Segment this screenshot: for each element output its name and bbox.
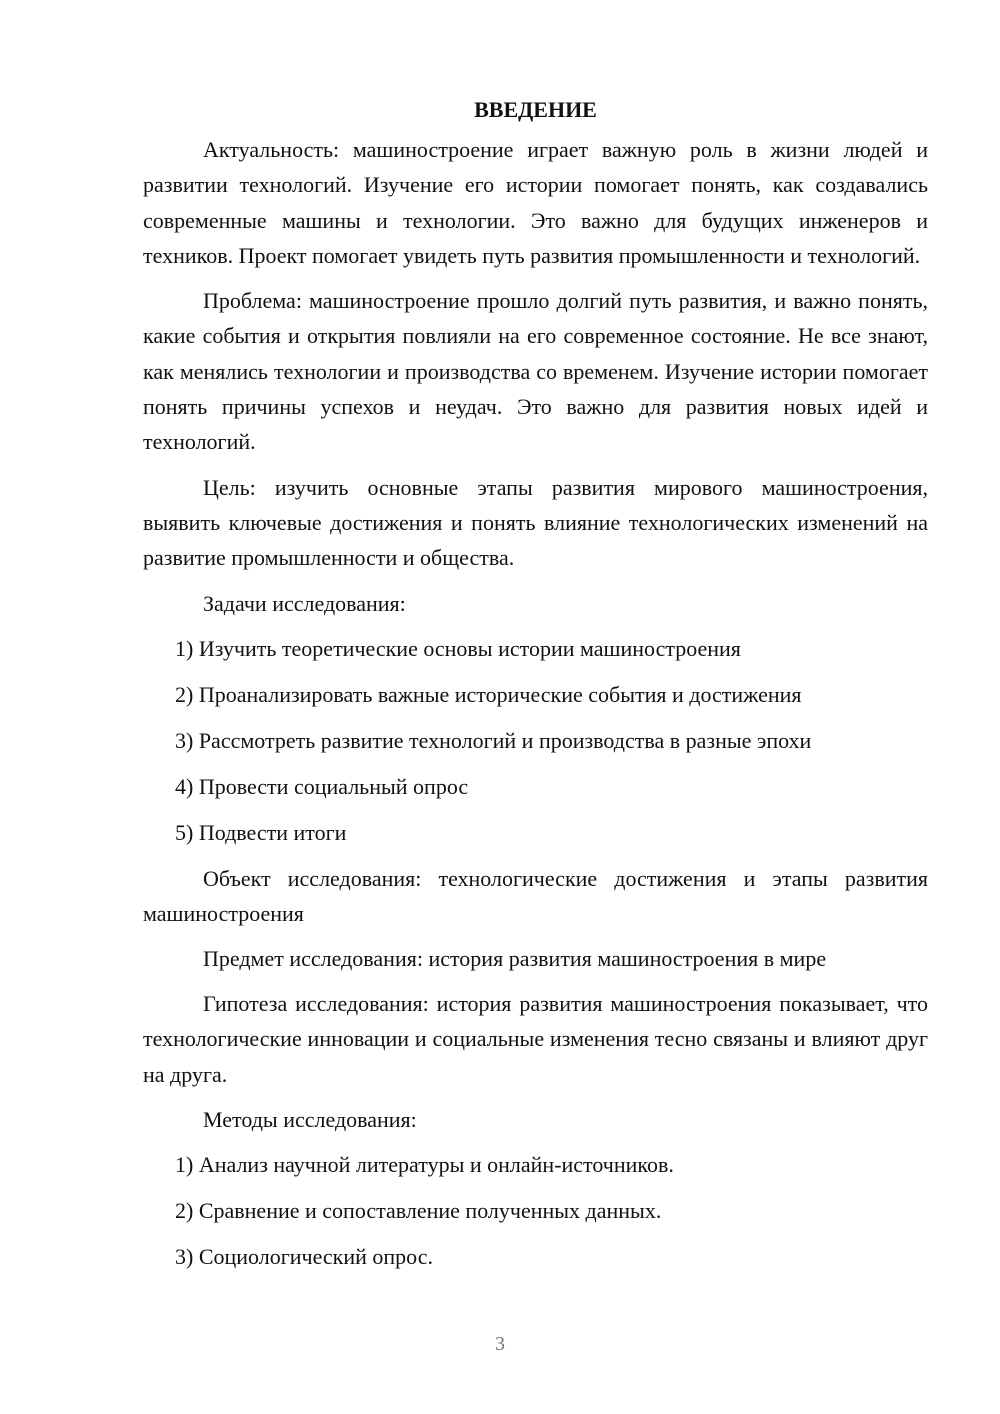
document-page — [143, 90, 928, 1285]
goal-paragraph: Цель: изучить основные этапы развития мирового машиностроения, выявить ключевые достижения и понять влияние технологических изменений на развитие промышленности и общества. — [143, 474, 928, 571]
subject-paragraph: Предмет исследования: история развития машиностроения в мире — [203, 946, 827, 972]
list-item: 3) Рассмотреть развитие технологий и производства в разные эпохи — [175, 727, 812, 753]
tasks-list — [143, 631, 928, 850]
list-item: 1) Анализ научной литературы и онлайн-источников. — [175, 1152, 674, 1178]
relevance-paragraph: Актуальность: машиностроение играет важную роль в жизни людей и развитии технологий. Изучение его истории помогает понять, как создавались современные машины и технологии. Это важно для будущих инженеров и техников. Проект помогает увидеть путь развития промышленности и технологий. — [143, 137, 928, 268]
list-item: 2) Сравнение и сопоставление полученных данных. — [175, 1198, 662, 1224]
methods-list — [143, 1147, 928, 1274]
object-paragraph: Объект исследования: технологические достижения и этапы развития машиностроения — [143, 865, 928, 926]
page-number: 3 — [495, 1333, 505, 1355]
list-item: 1) Изучить теоретические основы истории машиностроения — [175, 635, 741, 661]
hypothesis-paragraph: Гипотеза исследования: история развития машиностроения показывает, что технологические инновации и социальные изменения тесно связаны и влияют друг на друга. — [143, 991, 928, 1087]
problem-paragraph: Проблема: машиностроение прошло долгий путь развития, и важно понять, какие события и открытия повлияли на его современное состояние. Не все знают, как менялись технологии и производства со временем. Изучение истории помогает понять причины успехов и неудач. Это важно для развития новых идей и технологий. — [143, 288, 928, 455]
list-item: 4) Провести социальный опрос — [175, 773, 469, 799]
tasks-label: Задачи исследования: — [203, 590, 406, 616]
list-item: 5) Подвести итоги — [175, 819, 347, 845]
list-item: 2) Проанализировать важные исторические события и достижения — [175, 681, 802, 707]
methods-label: Методы исследования: — [203, 1107, 417, 1133]
list-item: 3) Социологический опрос. — [175, 1244, 433, 1270]
page-title: ВВЕДЕНИЕ — [474, 97, 597, 122]
